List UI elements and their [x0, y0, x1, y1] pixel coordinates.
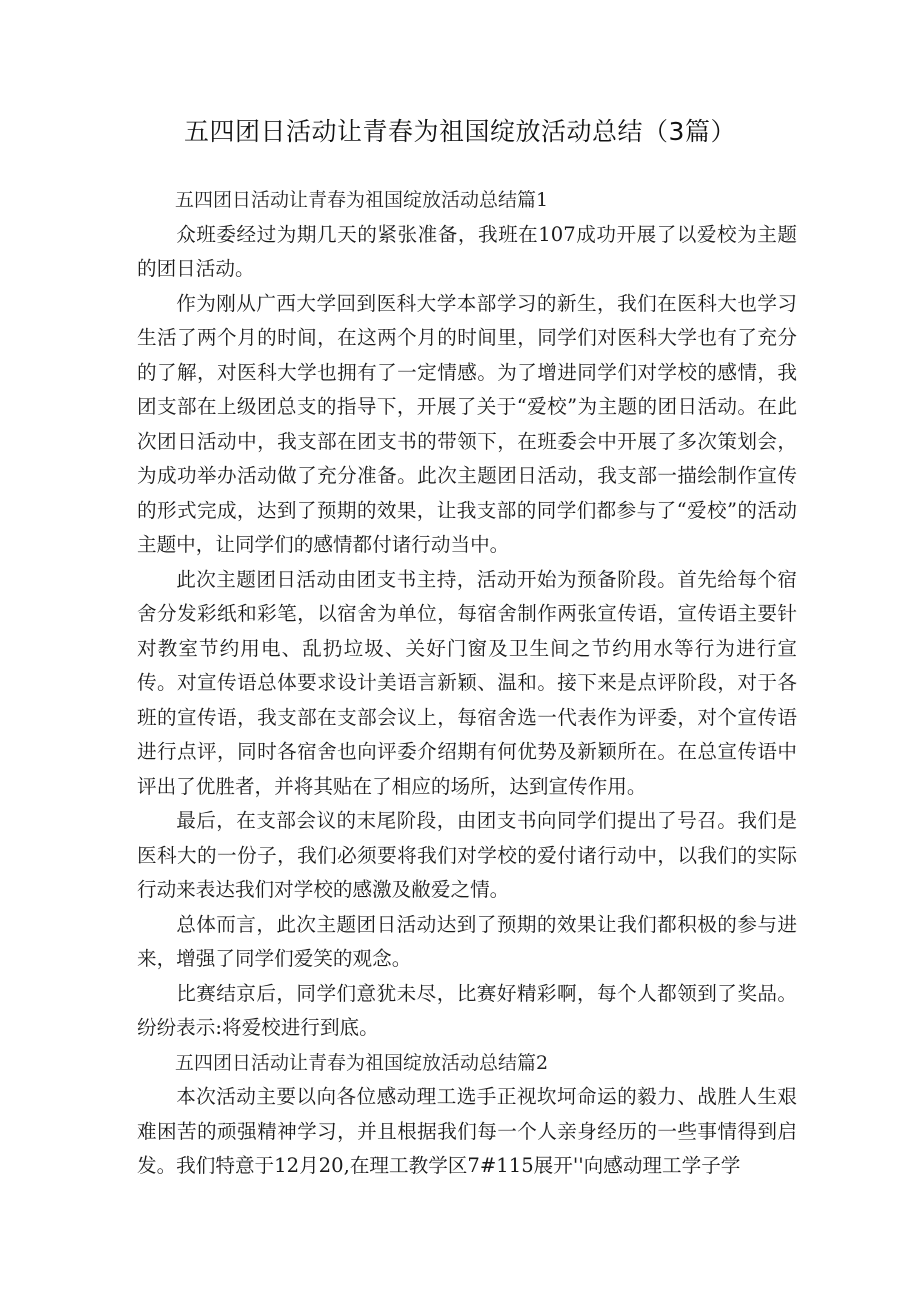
document-title: 五四团日活动让青春为祖国绽放活动总结（3篇）	[184, 117, 736, 146]
section-heading-1: 五四团日活动让青春为祖国绽放活动总结篇1	[175, 189, 549, 211]
paragraph: 最后，在支部会议的末尾阶段，由团支书向同学们提出了号召。我们是医科大的一份子，我们必须要将我们对学校的爱付诸行动中，以我们的实际行动来表达我们对学校的感激及敝爱之情。	[137, 809, 797, 901]
paragraph: 比赛结京后，同学们意犹未尽，比赛好精彩啊，每个人都领到了奖品。纷纷表示:将爱校进行到底。	[137, 981, 797, 1039]
paragraph: 本次活动主要以向各位感动理工选手正视坎坷命运的毅力、战胜人生艰难困苦的顽强精神学习，并且根据我们每一个人亲身经历的一些事情得到启发。我们特意于12月20,在理工教学区7#115展开''向感动理工学子学	[137, 1085, 797, 1177]
paragraph: 此次主题团日活动由团支书主持，活动开始为预备阶段。首先给每个宿舍分发彩纸和彩笔，以宿舍为单位，每宿舍制作两张宣传语，宣传语主要针对教室节约用电、乱扔垃圾、关好门窗及卫生间之节约用水等行为进行宣传。对宣传语总体要求设计美语言新颖、温和。接下来是点评阶段，对于各班的宣传语，我支部在支部会议上，每宿舍选一代表作为评委，对个宣传语进行点评，同时各宿舍也向评委介绍期有何优势及新颖所在。在总宣传语中评出了优胜者，并将其贴在了相应的场所，达到宣传作用。	[137, 567, 797, 798]
paragraph: 众班委经过为期几天的紧张准备，我班在107成功开展了以爱校为主题的团日活动。	[137, 222, 797, 280]
document-body	[137, 183, 797, 1184]
paragraph: 作为刚从广西大学回到医科大学本部学习的新生，我们在医科大也学习生活了两个月的时间，在这两个月的时间里，同学们对医科大学也有了充分的了解，对医科大学也拥有了一定情感。为了增进同学们对学校的感情，我团支部在上级团总支的指导下，开展了关于“爱校”为主题的团日活动。在此次团日活动中，我支部在团支书的带领下，在班委会中开展了多次策划会，为成功举办活动做了充分准备。此次主题团日活动，我支部一描绘制作宣传的形式完成，达到了预期的效果，让我支部的同学们都参与了“爱校”的活动主题中，让同学们的感情都付诸行动当中。	[137, 291, 797, 556]
section-heading-2: 五四团日活动让青春为祖国绽放活动总结篇2	[175, 1051, 549, 1074]
paragraph: 总体而言，此次主题团日活动达到了预期的效果让我们都积极的参与进来，增强了同学们爱笑的观念。	[137, 912, 797, 970]
